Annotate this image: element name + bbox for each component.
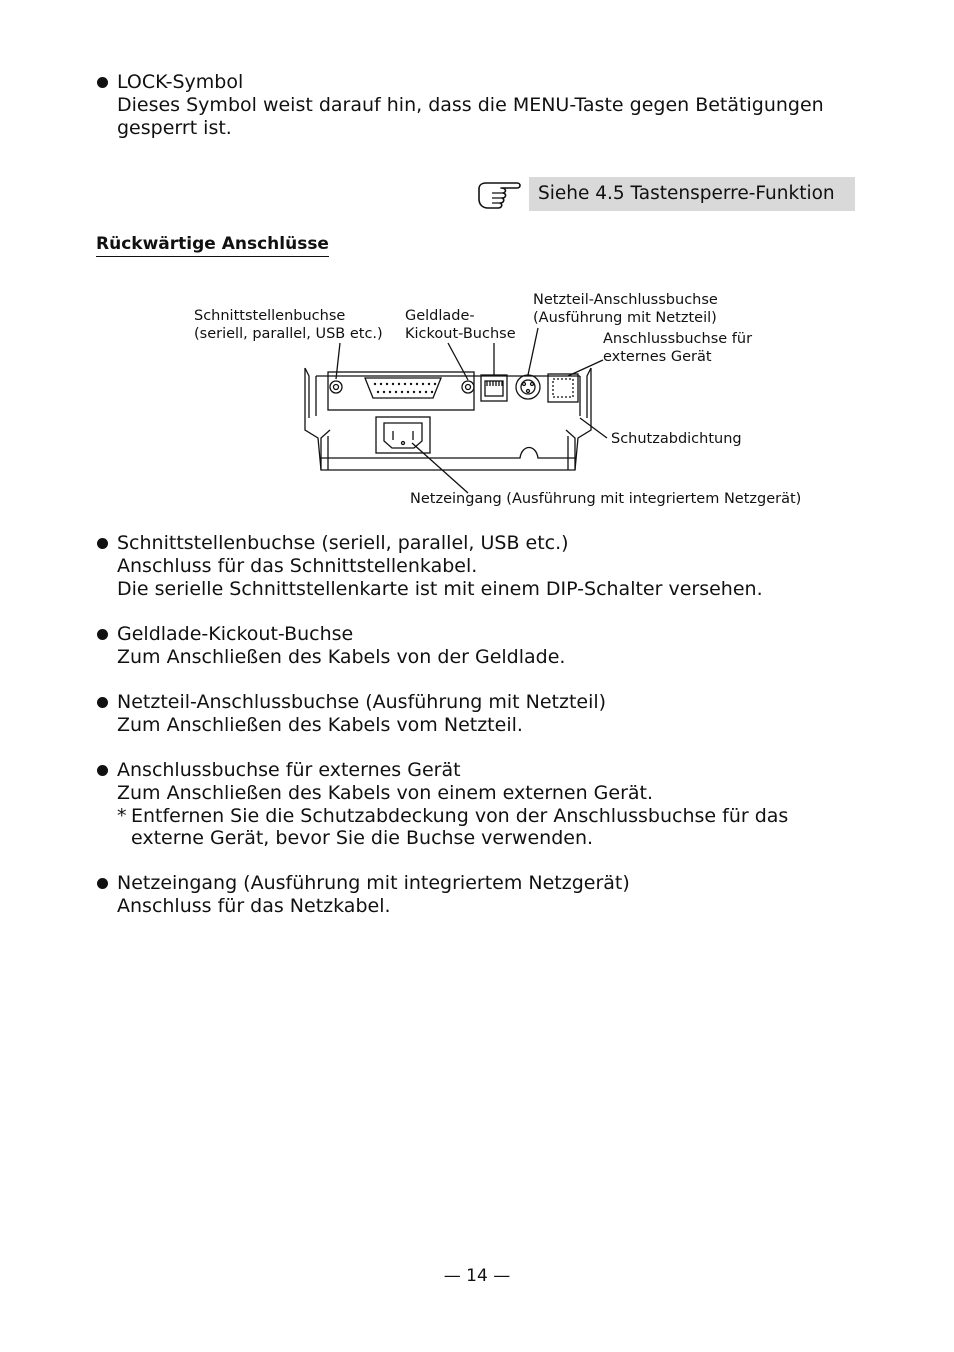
label-power-inlet: Netzeingang (Ausführung mit integriertem Netzgerät) — [410, 491, 802, 507]
item-title: Netzeingang (Ausführung mit integriertem Netzgerät) — [117, 872, 630, 894]
item-line: Zum Anschließen des Kabels von der Geldlade. — [117, 645, 566, 668]
item-line: Zum Anschließen des Kabels von einem externen Gerät. — [117, 781, 654, 804]
item-line: Zum Anschließen des Kabels vom Netzteil. — [117, 713, 523, 736]
label-line: (Ausführung mit Netzteil) — [533, 309, 717, 326]
list-item — [96, 691, 876, 737]
item-title: Geldlade-Kickout-Buchse — [117, 623, 354, 645]
printer-rear-illustration — [0, 280, 954, 520]
bullet-dot-icon — [97, 77, 108, 88]
label-line: externes Gerät — [603, 348, 712, 365]
bullet-dot-icon — [97, 629, 108, 640]
bullet-dot-icon — [97, 697, 108, 708]
lock-symbol-bullet — [96, 71, 876, 139]
note-asterisk: * — [117, 804, 127, 827]
item-title: Schnittstellenbuchse (seriell, parallel, USB etc.) — [117, 532, 569, 554]
list-item — [96, 872, 876, 918]
bullet-heading — [96, 71, 876, 94]
label-protective-cover: Schutzabdichtung — [611, 431, 742, 447]
reference-text: Siehe 4.5 Tastensperre-Funktion — [538, 183, 835, 204]
bullet-body: Dieses Symbol weist darauf hin, dass die MENU-Taste gegen Betätigungen — [117, 93, 824, 116]
item-line: Die serielle Schnittstellenkarte ist mit einem DIP-Schalter versehen. — [117, 577, 763, 600]
reference-box — [529, 177, 855, 211]
bullet-heading — [96, 623, 876, 646]
bullet-heading — [96, 691, 876, 714]
lock-title: LOCK-Symbol — [117, 71, 244, 93]
bullet-body: gesperrt ist. — [117, 116, 232, 139]
label-line: Kickout-Buchse — [405, 325, 516, 342]
bullet-heading — [96, 532, 876, 555]
label-line: Geldlade- — [405, 308, 475, 324]
pointing-hand-icon — [475, 177, 525, 213]
rear-connectors-diagram — [0, 280, 954, 520]
page-number: — 14 — — [443, 1266, 511, 1286]
list-item — [96, 623, 876, 669]
list-item — [96, 532, 876, 600]
item-title: Anschlussbuchse für externes Gerät — [117, 759, 461, 781]
label-line: Netzteil-Anschlussbuchse — [533, 292, 718, 308]
label-line: (seriell, parallel, USB etc.) — [194, 325, 383, 342]
list-item — [96, 759, 876, 850]
note-line: externe Gerät, bevor Sie die Buchse verwenden. — [131, 827, 594, 850]
bullet-dot-icon — [97, 765, 108, 776]
item-title: Netzteil-Anschlussbuchse (Ausführung mit Netzteil) — [117, 691, 607, 713]
bullet-dot-icon — [97, 538, 108, 549]
label-line: Schnittstellenbuchse — [194, 308, 346, 324]
label-line: Anschlussbuchse für — [603, 331, 753, 347]
note-line: Entfernen Sie die Schutzabdeckung von der Anschlussbuchse für das — [131, 804, 789, 827]
item-line: Anschluss für das Netzkabel. — [117, 894, 391, 917]
bullet-dot-icon — [97, 878, 108, 889]
section-title: Rückwärtige Anschlüsse — [96, 234, 329, 257]
bullet-heading — [96, 759, 876, 782]
item-line: Anschluss für das Schnittstellenkabel. — [117, 554, 478, 577]
item-note — [96, 805, 876, 851]
bullet-heading — [96, 872, 876, 895]
